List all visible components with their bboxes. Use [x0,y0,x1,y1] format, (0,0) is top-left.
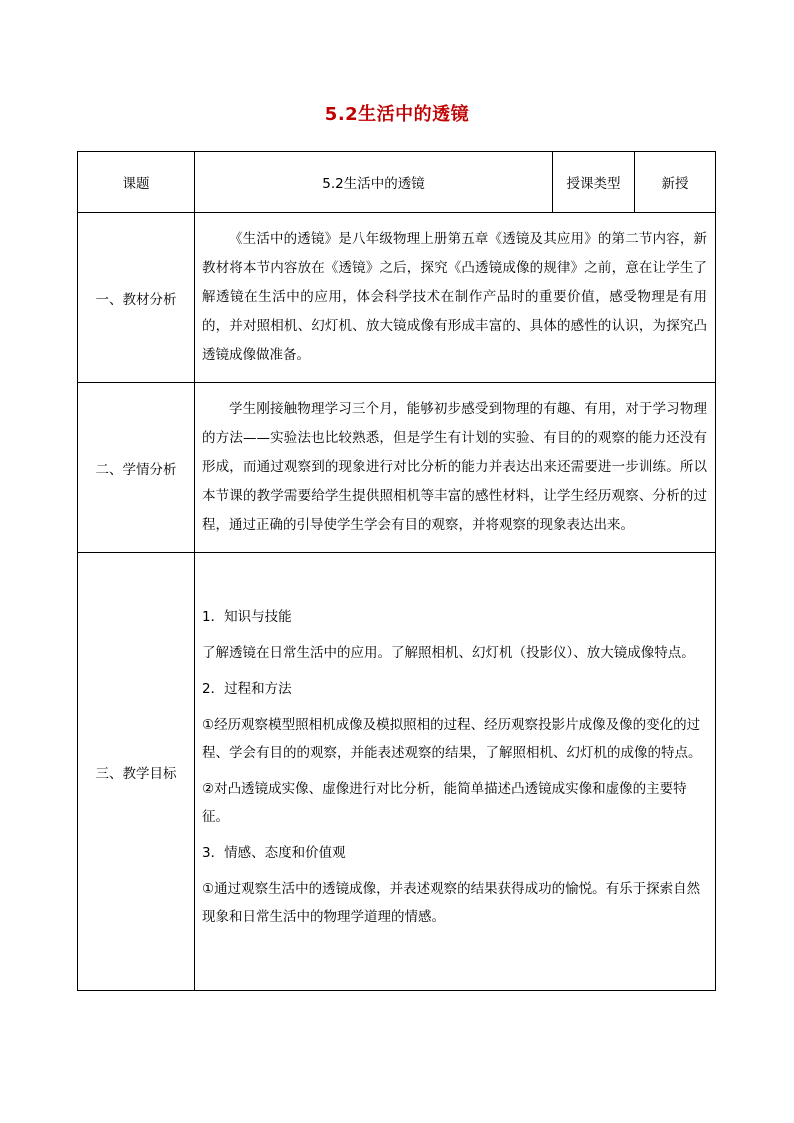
goal-heading-process: 2．过程和方法 [202,680,292,697]
goal-item-knowledge: 了解透镜在日常生活中的应用。了解照相机、幻灯机（投影仪）、放大镜成像特点。 [202,644,695,661]
lesson-plan-table [77,151,716,991]
textbook-analysis-text: 《生活中的透镜》是八年级物理上册第五章《透镜及其应用》的第二节内容，新教材将本节内容放在《透镜》之后，探究《凸透镜成像的规律》之前，意在让学生了解透镜在生活中的应用，体会科学技术在制作产品时的重要价值，感受物理是有用的，并对照相机、幻灯机、放大镜成像有形成丰富的、具体的感性的认识，为探究凸透镜成像做准备。 [202,231,707,363]
textbook-analysis-content-cell [195,213,716,383]
lesson-type-label: 授课类型 [566,176,621,192]
teaching-goals-label-cell [78,553,195,991]
goal-heading-knowledge: 1．知识与技能 [202,608,292,625]
teaching-goals-content-cell [195,553,716,991]
textbook-analysis-row [78,213,716,383]
student-analysis-row [78,383,716,553]
student-analysis-label-cell [78,383,195,553]
topic-cell [195,152,553,213]
page-title: 5.2生活中的透镜 [324,104,470,125]
student-analysis-content-cell [195,383,716,553]
topic-label-cell [78,152,195,213]
teaching-goals-row [78,553,716,991]
textbook-analysis-label: 一、教材分析 [95,291,177,308]
goal-item-process-1: ①经历观察模型照相机成像及模拟照相的过程、经历观察投影片成像及像的变化的过程、学会有目的的观察，并能表述观察的结果，了解照相机、幻灯机的成像的特点。 [202,716,702,761]
topic-label: 课题 [122,176,150,192]
textbook-analysis-label-cell [78,213,195,383]
goal-heading-attitude: 3．情感、态度和价值观 [202,844,346,861]
student-analysis-text: 学生刚接触物理学习三个月，能够初步感受到物理的有趣、有用，对于学习物理的方法——实验法也比较熟悉，但是学生有计划的实验、有目的的观察的能力还没有形成，而通过观察到的现象进行对比分析的能力并表达出来还需要进一步训练。所以本节课的教学需要给学生提供照相机等丰富的感性材料，让学生经历观察、分析的过程，通过正确的引导使学生学会有目的观察，并将观察的现象表达出来。 [202,401,707,533]
student-analysis-label: 二、学情分析 [95,461,177,478]
goal-item-process-2: ②对凸透镜成实像、虚像进行对比分析，能简单描述凸透镜成实像和虚像的主要特征。 [202,780,687,825]
lesson-type-value-cell [635,152,716,213]
header-row [78,152,716,213]
goal-item-attitude: ①通过观察生活中的透镜成像，并表述观察的结果获得成功的愉悦。有乐于探索自然现象和日常生活中的物理学道理的情感。 [202,880,701,925]
lesson-type-label-cell [553,152,635,213]
topic-value: 5.2生活中的透镜 [322,176,425,192]
lesson-type-value: 新授 [661,176,689,192]
teaching-goals-label: 三、教学目标 [95,765,177,782]
